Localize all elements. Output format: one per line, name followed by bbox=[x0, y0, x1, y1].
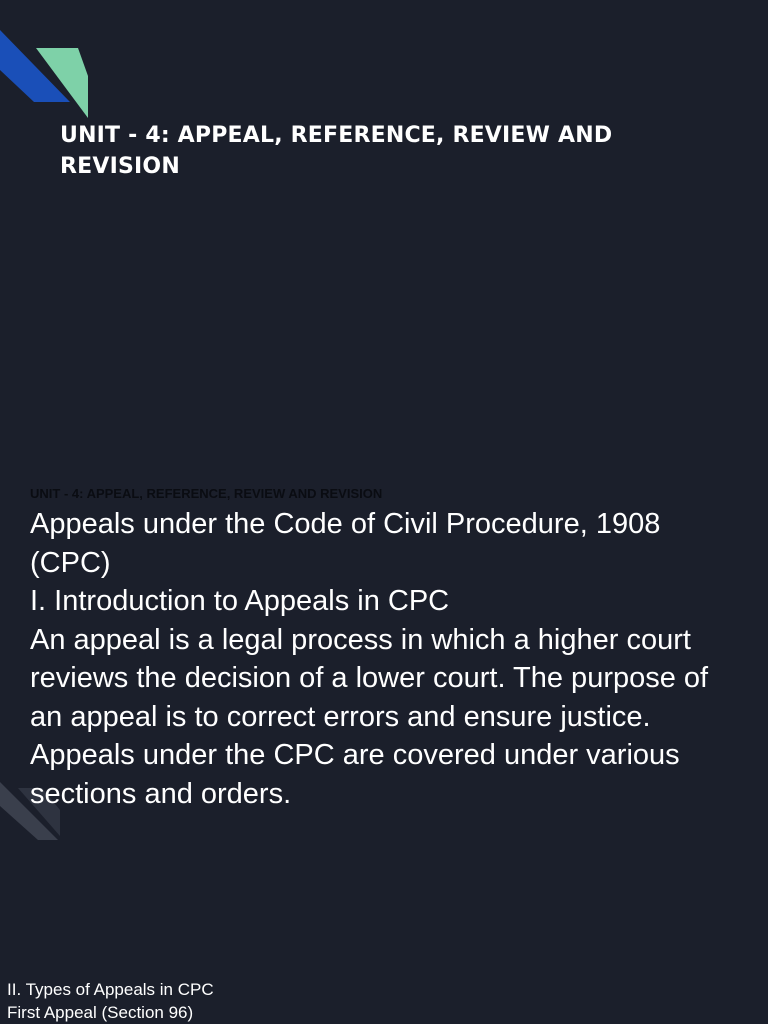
main-text-block bbox=[30, 505, 745, 813]
decorative-corner-stripes bbox=[0, 0, 100, 130]
body-paragraph: An appeal is a legal process in which a higher court reviews the decision of a lower court. The purpose of an appeal is to correct errors and ensure justice. Appeals under the CPC are covered under various sections and orders. bbox=[30, 623, 709, 810]
document-heading: Appeals under the Code of Civil Procedure, 1908 (CPC) bbox=[30, 508, 661, 579]
footer-text-block bbox=[7, 979, 507, 1024]
section-heading-introduction: I. Introduction to Appeals in CPC bbox=[30, 585, 450, 617]
subsection-first-appeal: First Appeal (Section 96) bbox=[7, 1002, 194, 1022]
overlay-heading-label: UNIT - 4: APPEAL, REFERENCE, REVIEW AND REVISION bbox=[30, 486, 383, 501]
section-heading-types: II. Types of Appeals in CPC bbox=[7, 980, 214, 999]
unit-title: UNIT - 4: APPEAL, REFERENCE, REVIEW AND REVISION bbox=[60, 123, 613, 179]
